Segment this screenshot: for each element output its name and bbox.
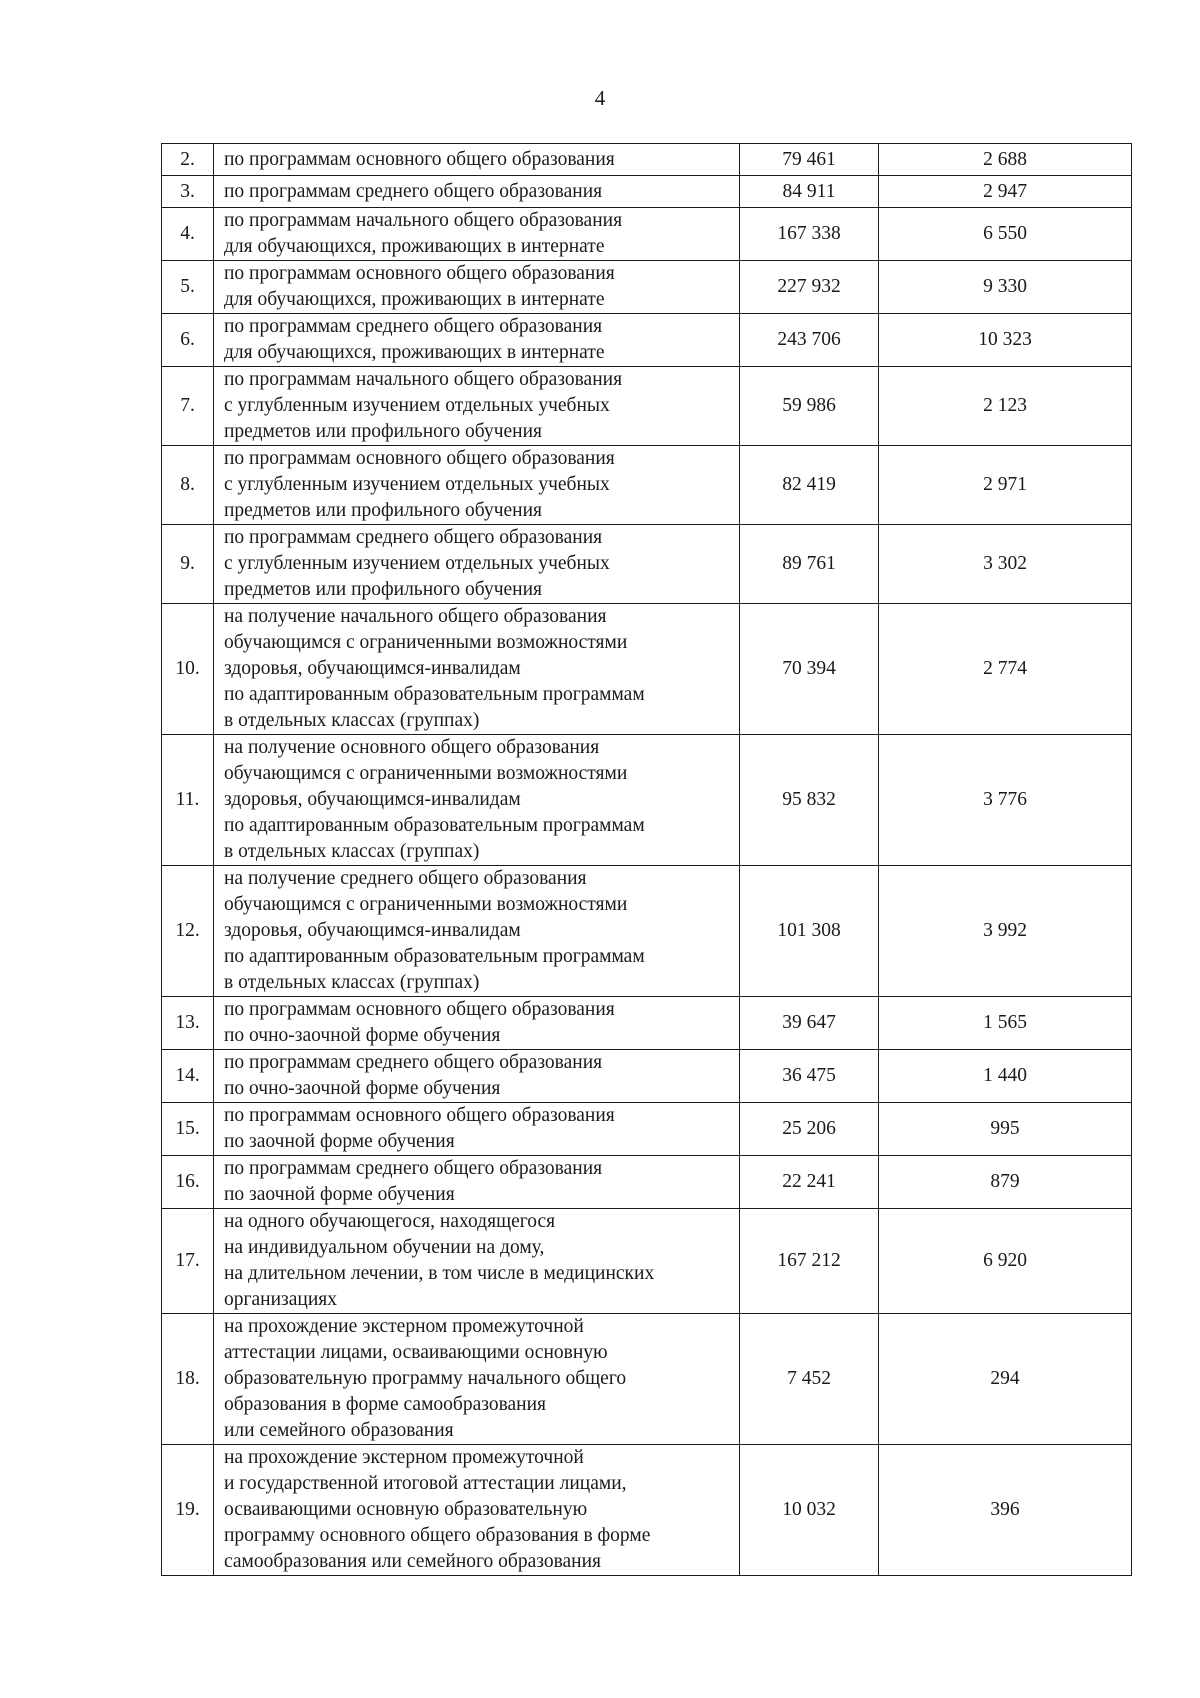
description-line: в отдельных классах (группах) bbox=[224, 972, 480, 993]
table-body bbox=[162, 144, 1132, 1576]
table-row bbox=[162, 208, 1132, 261]
row-number: 8. bbox=[162, 446, 214, 525]
description-line: или семейного образования bbox=[224, 1420, 454, 1441]
row-number: 14. bbox=[162, 1050, 214, 1103]
value-cell-1: 82 419 bbox=[740, 446, 879, 525]
row-number: 5. bbox=[162, 261, 214, 314]
table-row bbox=[162, 866, 1132, 997]
value-cell-1: 95 832 bbox=[740, 735, 879, 866]
row-description bbox=[214, 176, 740, 208]
row-description bbox=[214, 1445, 740, 1576]
row-description bbox=[214, 1103, 740, 1156]
value-cell-2: 3 302 bbox=[879, 525, 1132, 604]
description-line: и государственной итоговой аттестации лицами, bbox=[224, 1473, 627, 1494]
description-line: с углубленным изучением отдельных учебных bbox=[224, 553, 610, 574]
value-cell-2: 2 971 bbox=[879, 446, 1132, 525]
row-description bbox=[214, 1209, 740, 1314]
table-row bbox=[162, 1103, 1132, 1156]
value-cell-2: 879 bbox=[879, 1156, 1132, 1209]
value-cell-1: 89 761 bbox=[740, 525, 879, 604]
value-cell-1: 167 212 bbox=[740, 1209, 879, 1314]
row-description bbox=[214, 604, 740, 735]
description-line: предметов или профильного обучения bbox=[224, 500, 543, 521]
description-line: программу основного общего образования в форме bbox=[224, 1525, 651, 1546]
row-description bbox=[214, 735, 740, 866]
description-line: образования в форме самообразования bbox=[224, 1394, 547, 1415]
value-cell-2: 2 688 bbox=[879, 144, 1132, 176]
table-row bbox=[162, 1445, 1132, 1576]
description-line: на прохождение экстерном промежуточной bbox=[224, 1447, 584, 1468]
value-cell-1: 70 394 bbox=[740, 604, 879, 735]
value-cell-2: 2 123 bbox=[879, 367, 1132, 446]
description-line: образовательную программу начального общего bbox=[224, 1368, 627, 1389]
table-row bbox=[162, 261, 1132, 314]
description-line: обучающимся с ограниченными возможностями bbox=[224, 632, 628, 653]
value-cell-1: 36 475 bbox=[740, 1050, 879, 1103]
row-description bbox=[214, 144, 740, 176]
value-cell-2: 2 947 bbox=[879, 176, 1132, 208]
description-line: по очно-заочной форме обучения bbox=[224, 1078, 501, 1099]
description-line: предметов или профильного обучения bbox=[224, 579, 543, 600]
page-number: 4 bbox=[594, 86, 606, 110]
description-line: с углубленным изучением отдельных учебных bbox=[224, 474, 610, 495]
row-number: 17. bbox=[162, 1209, 214, 1314]
row-number: 19. bbox=[162, 1445, 214, 1576]
row-description bbox=[214, 525, 740, 604]
row-description bbox=[214, 997, 740, 1050]
table-row bbox=[162, 144, 1132, 176]
description-line: обучающимся с ограниченными возможностями bbox=[224, 894, 628, 915]
row-number: 7. bbox=[162, 367, 214, 446]
table-row bbox=[162, 446, 1132, 525]
row-description bbox=[214, 1050, 740, 1103]
description-line: здоровья, обучающимся-инвалидам bbox=[224, 920, 521, 941]
description-line: по программам среднего общего образования bbox=[224, 1158, 603, 1179]
row-description bbox=[214, 866, 740, 997]
description-line: по программам основного общего образования bbox=[224, 448, 615, 469]
description-line: для обучающихся, проживающих в интернате bbox=[224, 289, 605, 310]
row-number: 12. bbox=[162, 866, 214, 997]
description-line: для обучающихся, проживающих в интернате bbox=[224, 236, 605, 257]
description-line: по программам начального общего образования bbox=[224, 210, 623, 231]
table-row bbox=[162, 1156, 1132, 1209]
row-number: 16. bbox=[162, 1156, 214, 1209]
row-number: 3. bbox=[162, 176, 214, 208]
value-cell-1: 227 932 bbox=[740, 261, 879, 314]
table-row bbox=[162, 997, 1132, 1050]
row-number: 15. bbox=[162, 1103, 214, 1156]
description-line: по заочной форме обучения bbox=[224, 1131, 455, 1152]
row-description bbox=[214, 1314, 740, 1445]
description-line: по адаптированным образовательным программам bbox=[224, 684, 645, 705]
row-number: 9. bbox=[162, 525, 214, 604]
value-cell-1: 22 241 bbox=[740, 1156, 879, 1209]
value-cell-1: 167 338 bbox=[740, 208, 879, 261]
row-number: 2. bbox=[162, 144, 214, 176]
description-line: в отдельных классах (группах) bbox=[224, 841, 480, 862]
description-line: по адаптированным образовательным программам bbox=[224, 815, 645, 836]
row-number: 13. bbox=[162, 997, 214, 1050]
value-cell-2: 6 920 bbox=[879, 1209, 1132, 1314]
value-cell-1: 10 032 bbox=[740, 1445, 879, 1576]
value-cell-1: 101 308 bbox=[740, 866, 879, 997]
description-line: на получение основного общего образования bbox=[224, 737, 600, 758]
row-number: 4. bbox=[162, 208, 214, 261]
description-line: здоровья, обучающимся-инвалидам bbox=[224, 658, 521, 679]
description-line: предметов или профильного обучения bbox=[224, 421, 543, 442]
value-cell-1: 25 206 bbox=[740, 1103, 879, 1156]
row-description bbox=[214, 446, 740, 525]
description-line: на одного обучающегося, находящегося bbox=[224, 1211, 556, 1232]
value-cell-2: 3 992 bbox=[879, 866, 1132, 997]
description-line: на получение начального общего образования bbox=[224, 606, 607, 627]
table-row bbox=[162, 314, 1132, 367]
value-cell-1: 39 647 bbox=[740, 997, 879, 1050]
table-row bbox=[162, 604, 1132, 735]
row-number: 10. bbox=[162, 604, 214, 735]
value-cell-2: 3 776 bbox=[879, 735, 1132, 866]
description-line: организациях bbox=[224, 1289, 337, 1310]
description-line: по программам основного общего образования bbox=[224, 263, 615, 284]
value-cell-2: 995 bbox=[879, 1103, 1132, 1156]
description-line: на индивидуальном обучении на дому, bbox=[224, 1237, 545, 1258]
cost-standards-table bbox=[161, 143, 1132, 1576]
value-cell-2: 1 565 bbox=[879, 997, 1132, 1050]
table-row bbox=[162, 176, 1132, 208]
description-line: по очно-заочной форме обучения bbox=[224, 1025, 501, 1046]
description-line: по программам основного общего образования bbox=[224, 999, 615, 1020]
row-number: 11. bbox=[162, 735, 214, 866]
row-number: 6. bbox=[162, 314, 214, 367]
value-cell-1: 7 452 bbox=[740, 1314, 879, 1445]
description-line: по программам среднего общего образования bbox=[224, 180, 603, 202]
description-line: с углубленным изучением отдельных учебных bbox=[224, 395, 610, 416]
table-row bbox=[162, 1314, 1132, 1445]
row-number: 18. bbox=[162, 1314, 214, 1445]
description-line: аттестации лицами, осваивающими основную bbox=[224, 1342, 608, 1363]
description-line: по адаптированным образовательным программам bbox=[224, 946, 645, 967]
value-cell-2: 294 bbox=[879, 1314, 1132, 1445]
description-line: осваивающими основную образовательную bbox=[224, 1499, 588, 1520]
value-cell-1: 84 911 bbox=[740, 176, 879, 208]
description-line: по программам основного общего образования bbox=[224, 148, 615, 170]
table-row bbox=[162, 1209, 1132, 1314]
value-cell-2: 396 bbox=[879, 1445, 1132, 1576]
description-line: по программам среднего общего образования bbox=[224, 316, 603, 337]
description-line: обучающимся с ограниченными возможностями bbox=[224, 763, 628, 784]
row-description bbox=[214, 261, 740, 314]
description-line: по программам основного общего образования bbox=[224, 1105, 615, 1126]
row-description bbox=[214, 208, 740, 261]
description-line: по программам среднего общего образования bbox=[224, 527, 603, 548]
row-description bbox=[214, 1156, 740, 1209]
description-line: на длительном лечении, в том числе в медицинских bbox=[224, 1263, 655, 1284]
description-line: на прохождение экстерном промежуточной bbox=[224, 1316, 584, 1337]
value-cell-1: 243 706 bbox=[740, 314, 879, 367]
row-description bbox=[214, 367, 740, 446]
value-cell-1: 59 986 bbox=[740, 367, 879, 446]
value-cell-1: 79 461 bbox=[740, 144, 879, 176]
row-description bbox=[214, 314, 740, 367]
description-line: в отдельных классах (группах) bbox=[224, 710, 480, 731]
value-cell-2: 6 550 bbox=[879, 208, 1132, 261]
value-cell-2: 1 440 bbox=[879, 1050, 1132, 1103]
value-cell-2: 2 774 bbox=[879, 604, 1132, 735]
table-row bbox=[162, 1050, 1132, 1103]
table-row bbox=[162, 367, 1132, 446]
description-line: для обучающихся, проживающих в интернате bbox=[224, 342, 605, 363]
value-cell-2: 9 330 bbox=[879, 261, 1132, 314]
description-line: самообразования или семейного образования bbox=[224, 1551, 602, 1572]
description-line: по программам начального общего образования bbox=[224, 369, 623, 390]
table-row bbox=[162, 735, 1132, 866]
description-line: на получение среднего общего образования bbox=[224, 868, 587, 889]
description-line: по заочной форме обучения bbox=[224, 1184, 455, 1205]
description-line: по программам среднего общего образования bbox=[224, 1052, 603, 1073]
description-line: здоровья, обучающимся-инвалидам bbox=[224, 789, 521, 810]
table-row bbox=[162, 525, 1132, 604]
value-cell-2: 10 323 bbox=[879, 314, 1132, 367]
